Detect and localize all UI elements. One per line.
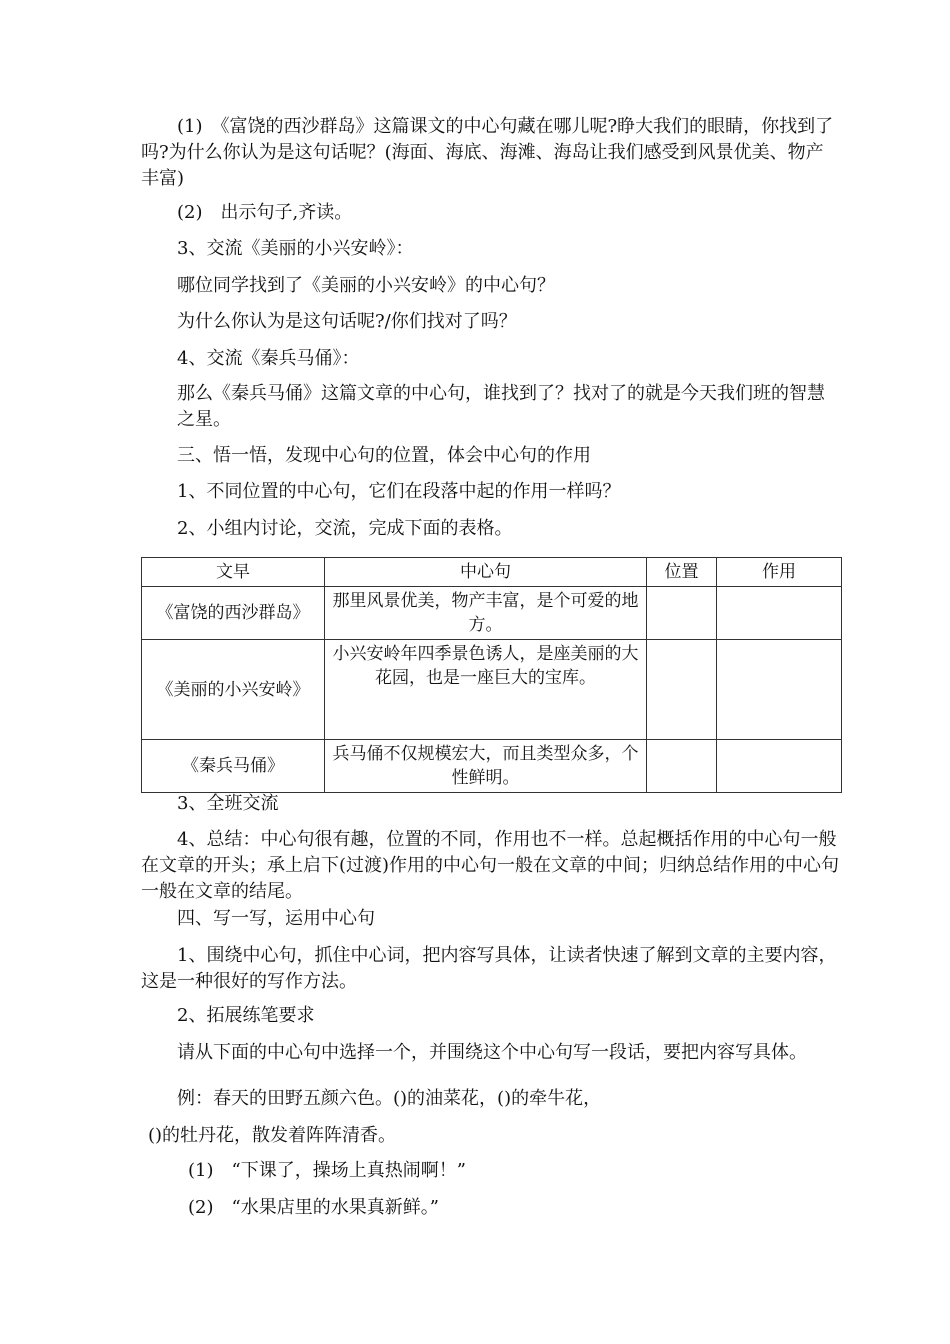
table-cell-sentence: 小兴安岭年四季景色诱人，是座美丽的大花园，也是一座巨大的宝库。 xyxy=(325,640,647,740)
paragraph-option-1: (1) “下课了，操场上真热闹啊！” xyxy=(188,1160,466,1181)
paragraph-extension-requirement: 2、拓展练笔要求 xyxy=(177,1005,315,1026)
section-heading-4: 四、写一写，运用中心句 xyxy=(177,908,375,929)
paragraph-question-xiaoxinganling: 哪位同学找到了《美丽的小兴安岭》的中心句？ xyxy=(177,275,555,296)
paragraph-bingmayong-question: 那么《秦兵马俑》这篇文章的中心句，谁找到了？找对了的就是今天我们班的智慧之星。 xyxy=(177,383,825,430)
table-row xyxy=(142,640,842,740)
table-cell-title: 《秦兵马俑》 xyxy=(142,740,325,793)
table-cell-sentence: 兵马俑不仅规模宏大，而且类型众多，个性鲜明。 xyxy=(325,740,647,793)
table-header-sentence: 中心句 xyxy=(325,558,647,587)
paragraph-option-2: (2) “水果店里的水果真新鲜。” xyxy=(188,1197,439,1218)
paragraph-example: 例：春天的田野五颜六色。()的油菜花，()的牵牛花， xyxy=(177,1088,602,1109)
table-header-role: 作用 xyxy=(717,558,842,587)
table-row xyxy=(142,587,842,640)
table-cell-sentence: 那里风景优美，物产丰富，是个可爱的地方。 xyxy=(325,587,647,640)
table-header-title: 文早 xyxy=(142,558,325,587)
paragraph-instruction: 请从下面的中心句中选择一个，并围绕这个中心句写一段话，要把内容写具体。 xyxy=(177,1042,807,1063)
table-cell-position xyxy=(647,740,717,793)
table-row xyxy=(142,740,842,793)
table-cell-role xyxy=(717,640,842,740)
paragraph-question-1: (1) 《富饶的西沙群岛》这篇课文的中心句藏在哪儿呢?睁大我们的眼睛，你找到了吗?为什么你认为是这句话呢？(海面、海底、海滩、海岛让我们感受到风景优美、物产丰富) xyxy=(141,116,834,189)
paragraph-class-exchange: 3、全班交流 xyxy=(177,793,279,814)
table-cell-position xyxy=(647,640,717,740)
paragraph-why-question: 为什么你认为是这句话呢?/你们找对了吗？ xyxy=(177,311,517,332)
center-sentence-table xyxy=(141,557,842,793)
table-header-position: 位置 xyxy=(647,558,717,587)
paragraph-example-continued: ()的牡丹花，散发着阵阵清香。 xyxy=(148,1125,397,1146)
heading-exchange-xiaoxinganling: 3、交流《美丽的小兴安岭》： xyxy=(177,238,414,259)
heading-exchange-bingmayong: 4、交流《秦兵马俑》： xyxy=(177,348,360,369)
section-heading-3: 三、悟一悟，发现中心句的位置，体会中心句的作用 xyxy=(177,445,591,466)
paragraph-summary: 4、总结：中心句很有趣，位置的不同，作用也不一样。总起概括作用的中心句一般在文章的开头；承上启下(过渡)作用的中心句一般在文章的中间；归纳总结作用的中心句一般在文章的结尾。 xyxy=(141,829,840,902)
table-header-row xyxy=(142,558,842,587)
paragraph-different-positions: 1、不同位置的中心句，它们在段落中起的作用一样吗？ xyxy=(177,481,621,502)
table-cell-role xyxy=(717,740,842,793)
table-cell-role xyxy=(717,587,842,640)
paragraph-writing-method: 1、围绕中心句，抓住中心词，把内容写具体，让读者快速了解到文章的主要内容，这是一种很好的写作方法。 xyxy=(141,945,837,992)
table-cell-title: 《富饶的西沙群岛》 xyxy=(142,587,325,640)
paragraph-show-sentence: (2) 出示句子,齐读。 xyxy=(177,202,353,223)
paragraph-group-discussion: 2、小组内讨论，交流，完成下面的表格。 xyxy=(177,518,513,539)
table-cell-position xyxy=(647,587,717,640)
table-cell-title: 《美丽的小兴安岭》 xyxy=(142,640,325,740)
